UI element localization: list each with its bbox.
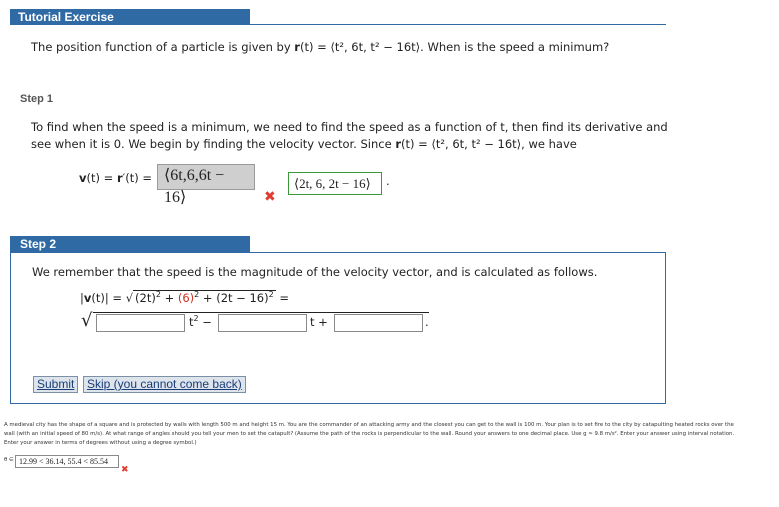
step1-text-b: (t) = ⟨t², 6t, t² − 16t⟩, [400,137,525,151]
wrong-icon: ✖ [264,189,276,205]
radicand [133,290,276,305]
velocity-answer-input[interactable]: ⟨6t,6,6t − 16⟩ [157,164,255,190]
problem-statement [31,38,609,56]
problem-r: r [294,40,300,54]
speed-v: v [83,291,92,305]
theta-label: θ ∈ [4,457,14,463]
speed-close: (t)| = [91,291,123,305]
step1-label: Step 1 [20,93,54,105]
sq3: 2 [268,290,274,299]
speed-open: | [80,291,84,305]
term2: (6) [177,291,195,305]
bottom-question-line1: A medieval city has the shape of a square and is protected by walls with length 500 m and height 15 m. You are the commander of an attacking army and the closest you can get to the wall is 100 m. Your plan is to set fire to the city by catapulting heated rocks over the [4,422,734,428]
sq2: 2 [194,290,200,299]
step1-text-line1: To find when the speed is a minimum, we need to find the speed as a function of t, then find its derivative and [31,120,668,134]
t2-t: t [189,315,194,329]
problem-lead: The position function of a particle is given by [31,40,291,54]
eq-end: = [275,291,289,305]
bottom-wrong-icon: ✖ [121,465,129,475]
problem-eq: (t) = ⟨t², 6t, t² − 16t⟩. [299,40,424,54]
final-period: . [425,315,429,329]
coef-t-input[interactable] [218,314,307,332]
term3: + (2t − 16) [199,291,269,305]
radical2-bar [93,312,429,313]
step1-text-r: r [395,137,401,151]
tutorial-header: Tutorial Exercise [10,9,250,25]
t-plus-label: t + [310,315,328,329]
speed-formula [80,289,289,307]
skip-button[interactable]: Skip (you cannot come back) [83,376,246,393]
submit-button[interactable]: Submit [33,376,78,393]
plus1: + [160,291,178,305]
sq1: 2 [155,290,161,299]
step1-text-line2 [31,135,577,153]
radical2-icon: √ [81,310,93,331]
constant-input[interactable] [334,314,423,332]
problem-question: When is the speed a minimum? [427,40,610,54]
step1-text-c: we have [528,137,577,151]
term1: (2t) [135,291,156,305]
step1-period: . [386,174,390,188]
v-end: ′(t) = [122,171,152,185]
v-symbol: v [79,171,87,185]
velocity-lhs [79,169,152,187]
t2-label [189,313,212,331]
step2-intro: We remember that the speed is the magnitude of the velocity vector, and is calculated as follows. [32,265,598,279]
radical-icon: √ [125,291,134,305]
bottom-question-line2: wall (with an initial speed of 80 m/s). At what range of angles should you tell your men to set the catapult? (Assume the path of the rocks is perpendicular to the wall. Round your answers to one decimal place. Use g ≈ 9.8 m/s². Enter your answer using interval notation. [4,431,735,437]
coef-t2-input[interactable] [96,314,185,332]
t2-sq: 2 [193,314,199,323]
t2-minus: − [202,315,212,329]
step2-label: Step 2 [10,236,250,252]
bottom-question-line3: Enter your answer in terms of degrees without using a degree symbol.) [4,440,197,446]
step1-text-a: see when it is 0. We begin by finding the velocity vector. Since [31,137,392,151]
angle-range-input[interactable]: 12.99 < 36.14, 55.4 < 85.54 [15,455,119,468]
r-symbol: r [116,171,123,185]
v-mid: (t) = [86,171,114,185]
header-rule [250,24,666,25]
correct-answer-box: ⟨2t, 6, 2t − 16⟩ [288,172,382,195]
